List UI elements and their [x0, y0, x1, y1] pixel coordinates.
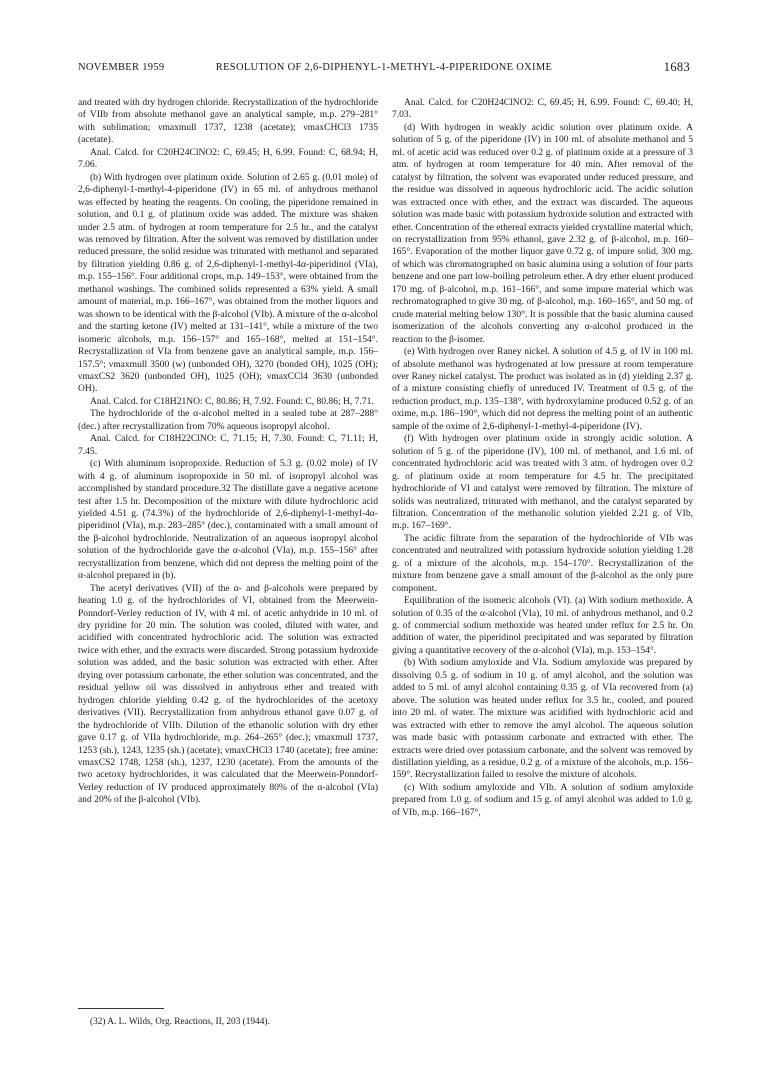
- paragraph: and treated with dry hydrogen chloride. Recrystallization of the hydrochloride of VIIb from absolute methanol gave an analytical sample, m.p. 279–281° with sublimation; νmaxmull 1737, 1238 (acetate); νmaxCHCl3 1735 (acetate).: [78, 97, 378, 146]
- paragraph: Anal. Calcd. for C18H21NO: C, 80.86; H, 7.92. Found: C, 80.86; H, 7.71.: [90, 395, 374, 407]
- paragraph: Anal. Calcd. for C20H24ClNO2: C, 69.45; H, 6.99. Found: C, 68.94; H, 7.06.: [78, 146, 378, 171]
- paragraph: The acetyl derivatives (VII) of the α- and β-alcohols were prepared by heating 1.0 g. of the hydrochlorides of VI, obtained from the Meerwein-Ponndorf-Verley reduction of IV, with 4 ml. of acetic anhydride in 10 ml. of dry pyridine for 20 min. The solution was cooled, diluted with water, and acidified with concentrated hydrochloric acid. The solution was extracted twice with ether, and the extracts were discarded. Strong potassium hydroxide solution was added, and the basic solution was extracted with ether. After drying over potassium carbonate, the ether solution was concentrated, and the residual yellow oil was dissolved in anhydrous ether and treated with hydrogen chloride yielding 0.42 g. of the hydrochlorides of the acetoxy derivatives (VII). Recrystallization from anhydrous ethanol gave 0.07 g. of the hydrochloride of VIIb. Dilution of the ethanolic solution with dry ether gave 0.17 g. of VIIa hydrochloride, m.p. 264–265° (dec.); νmaxmull 1737, 1253 (sh.), 1243, 1235 (sh.) (acetate); νmaxCHCl3 1740 (acetate); free amine: νmaxCS2 1748, 1258 (sh.), 1237, 1230 (acetate). From the amounts of the two acetoxy hydrochlorides, it was calculated that the Meerwein-Ponndorf-Verley reduction of IV produced approximately 80% of the α-alcohol (VIa) and 20% of the β-alcohol (VIb).: [78, 582, 378, 806]
- footnote: (32) A. L. Wilds, Org. Reactions, II, 203 (1944).: [90, 1017, 270, 1027]
- right-column: [392, 97, 693, 819]
- header-title: RESOLUTION OF 2,6-DIPHENYL-1-METHYL-4-PIPERIDONE OXIME: [215, 62, 553, 73]
- left-column: [78, 97, 378, 807]
- paragraph: (c) With aluminum isopropoxide. Reduction of 5.3 g. (0.02 mole) of IV with 4 g. of aluminum isopropoxide in 50 ml. of isopropyl alcohol was accomplished by standard procedure.32 The distillate gave a negative acetone test after 1.5 hr. Decomposition of the mixture with dilute hydrochloric acid yielded 4.51 g. (74.3%) of the hydrochloride of 2,6-diphenyl-1-methyl-4α-piperidinol (VIa), m.p. 283–285° (dec.), contaminated with a small amount of the β-alcohol hydrochloride. Neutralization of an aqueous isopropyl alcohol solution of the hydrochloride gave the α-alcohol (VIa), m.p. 155–156° after recrystallization from benzene, which did not depress the melting point of the α-alcohol prepared in (b).: [78, 458, 378, 582]
- page-number: 1683: [663, 60, 690, 74]
- paragraph: (b) With sodium amyloxide and VIa. Sodium amyloxide was prepared by dissolving 0.5 g. of sodium in 10 g. of amyl alcohol, and the solution was added to 5 ml. of amyl alcohol containing 0.35 g. of VIa recovered from (a) above. The solution was heated under reflux for 3.5 hr., cooled, and poured into 20 ml. of water. The mixture was acidified with hydrochloric acid and was extracted with ether to remove the amyl alcohol. The aqueous solution was made basic with potassium carbonate and extracted with ether. The extracts were dried over potassium carbonate, and the solvent was removed by distillation yielding, as a residue, 0.2 g. of a mixture of the alcohols, m.p. 156–159°. Recrystallization failed to resolve the mixture of alcohols.: [392, 657, 693, 781]
- footnote-divider: [78, 1008, 164, 1009]
- running-header: [78, 60, 690, 76]
- paragraph: The hydrochloride of the α-alcohol melted in a sealed tube at 287–288° (dec.) after recrystallization from 70% aqueous isopropyl alcohol.: [78, 408, 378, 432]
- paragraph: Anal. Calcd. for C18H22ClNO: C, 71.15; H, 7.30. Found: C, 71.11; H, 7.45.: [78, 433, 378, 457]
- paragraph: (c) With sodium amyloxide and VIb. A solution of sodium amyloxide prepared from 1.0 g. of sodium and 15 g. of amyl alcohol was added to 1.0 g. of VIb, m.p. 166–167°,: [392, 781, 693, 818]
- paragraph: The acidic filtrate from the separation of the hydrochloride of VIb was concentrated and neutralized with potassium hydroxide solution yielding 1.28 g. of a mixture of the alcohols, m.p. 154–170°. Recrystallization of the mixture from benzene gave a small amount of the β-alcohol as the only pure component.: [392, 532, 693, 594]
- paragraph: (f) With hydrogen over platinum oxide in strongly acidic solution. A solution of 5 g. of the piperidone (IV), 100 ml. of methanol, and 1.6 ml. of concentrated hydrochloric acid was treated with 3 atm. of hydrogen over 0.2 g. of platinum oxide at room temperature for 4.5 hr. The precipitated hydrochloride of VI and catalyst were removed by filtration. The mixture of solids was neutralized, triturated with methanol, and the catalyst separated by filtration. Concentration of the methanolic solution yielded 2.21 g. of VIb, m.p. 167–169°.: [392, 433, 693, 532]
- paragraph: Anal. Calcd. for C20H24ClNO2: C, 69.45; H, 6.99. Found: C, 69.40; H, 7.03.: [392, 97, 693, 121]
- paragraph: (b) With hydrogen over platinum oxide. Solution of 2.65 g. (0.01 mole) of 2,6-diphenyl-1-methyl-4-piperidone (IV) in 65 ml. of anhydrous methanol was effected by heating the reagents. On cooling, the piperidone remained in solution, and 0.1 g. of platinum oxide was added. The mixture was shaken under 2.5 atm. of hydrogen at room temperature for 2.5 hr., and the catalyst was removed by filtration. After the solvent was removed by distillation under reduced pressure, the solid residue was triturated with methanol and separated by filtration yielding 0.86 g. of 2,6-diphenyl-1-methyl-4α-piperidinol (VIa), m.p. 155–156°. Four additional crops, m.p. 149–153°, were obtained from the methanol washings. The combined solids represented a 63% yield. A small amount of material, m.p. 166–167°, was obtained from the mother liquors and was shown to be identical with the β-alcohol (VIb). A mixture of the α-alcohol and the starting ketone (IV) melted at 131–141°, while a mixture of the two isomeric alcohols, m.p. 156–157° and 165–168°, melted at 151–154°. Recrystallization of VIa from benzene gave an analytical sample, m.p. 156–157.5°; νmaxmull 3500 (w) (unbonded OH), 3270 (bonded OH), 1025 (OH); νmaxCS2 3620 (unbonded OH), 1025 (OH); νmaxCCl4 3630 (unbonded OH).: [78, 171, 378, 395]
- paragraph: Equilibration of the isomeric alcohols (VI). (a) With sodium methoxide. A solution of 0.35 of the α-alcohol (VIa), 10 ml. of anhydrous methanol, and 0.2 g. of commercial sodium methoxide was heated under reflux for 2.5 hr. On addition of water, the piperidinol precipitated and was separated by filtration giving a quantitative recovery of the α-alcohol (VIa), m.p. 153–154°.: [392, 595, 693, 656]
- paragraph: (d) With hydrogen in weakly acidic solution over platinum oxide. A solution of 5 g. of the piperidone (IV) in 100 ml. of absolute methanol and 5 ml. of acetic acid was reduced over 0.2 g. of platinum oxide at a pressure of 3 atm. of hydrogen at room temperature for 40 min. After removal of the catalyst by filtration, the solvent was evaporated under reduced pressure, and the residue was dissolved in aqueous hydrochloric acid. The acidic solution was extracted once with ether, and the extract was discarded. The aqueous solution was made basic with potassium hydroxide solution and extracted with ether. Concentration of the ethereal extracts yielded crystalline material which, on recrystallization from 95% ethanol, gave 2.32 g. of β-alcohol, m.p. 160–165°. Evaporation of the mother liquor gave 0.72 g. of impure solid, 300 mg. of which was chromatographed on basic alumina using a solution of four parts benzene and one part low-boiling petroleum ether. A dry ether eluent produced 170 mg. of β-alcohol, m.p. 161–166°, and some impure material which was rechromatographed to give 30 mg. of β-alcohol, m.p. 160–165°, and 50 mg. of crude material melting below 130°. It is possible that the basic alumina caused isomerization of the alcohols converting any α-alcohol produced in the reaction to the β-isomer.: [392, 121, 693, 345]
- header-date: NOVEMBER 1959: [78, 62, 165, 73]
- paragraph: (e) With hydrogen over Raney nickel. A solution of 4.5 g. of IV in 100 ml. of absolute methanol was hydrogenated at low pressure at room temperature over Raney nickel catalyst. The product was isolated as in (d) yielding 2.37 g. of a mixture consisting chiefly of unreduced IV. Treatment of 0.5 g. of the reduction product, m.p. 135–138°, with hydroxylamine produced 0.52 g. of an oxime, m.p. 186–190°, which did not depress the melting point of an authentic sample of the oxime of 2,6-diphenyl-1-methyl-4-piperidone (IV).: [392, 346, 693, 432]
